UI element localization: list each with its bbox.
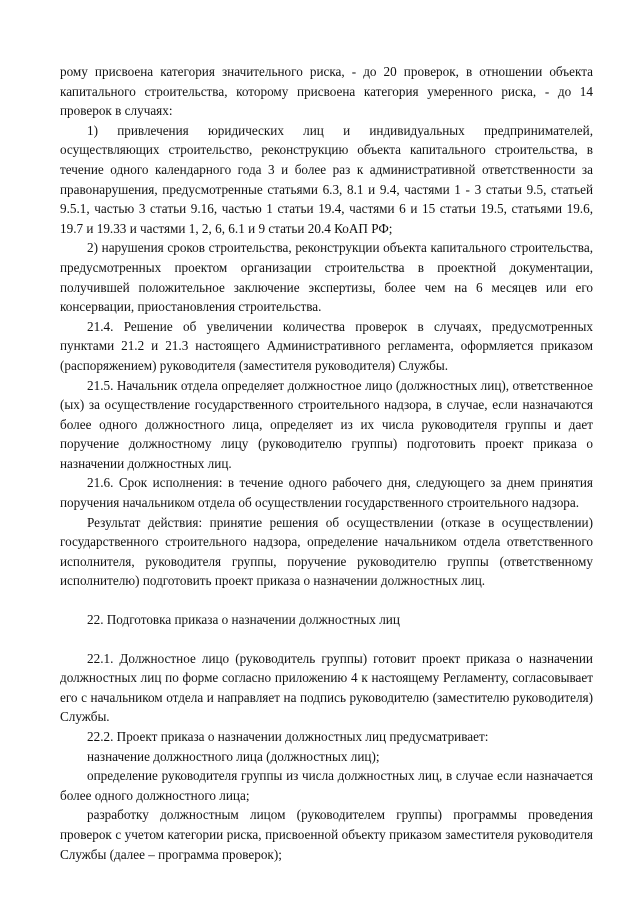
paragraph-item-2: 2) нарушения сроков строительства, реконструкции объекта капитального строительства, предусмотренных проектом организации строительства в проектной документации, получившей положительное заключение экспертизы, более чем на 6 месяцев или его консервации, приостановления строительства. [60,240,593,315]
paragraph-21-4: 21.4. Решение об увеличении количества проверок в случаях, предусмотренных пунктами 21.2 и 21.3 настоящего Административного регламента, оформляется приказом (распоряжением) руководителя (заместителя руководителя) Службы. [60,318,593,373]
document-page [60,62,593,864]
list-item-group-leader: определение руководителя группы из числа должностных лиц, в случае если назначается более одного должностного лица; [60,768,593,803]
paragraph-21-6: 21.6. Срок исполнения: в течение одного рабочего дня, следующего за днем принятия поручения начальником отдела об осуществлении государственного строительного надзора. [60,475,593,511]
paragraph-22-1: 22.1. Должностное лицо (руководитель группы) готовит проект приказа о назначении должностных лиц по форме согласно приложению 4 к настоящему Регламенту, согласовывает его с начальником отдела и направляет на подпись руководителю (заместителю руководителя) Службы. [60,650,593,725]
paragraph-continuation: рому присвоена категория значительного риска, - до 20 проверок, в отношении объекта капитального строительства, которому присвоена категория умеренного риска, - до 14 проверок в случаях: [60,64,593,119]
section-heading-22: 22. Подготовка приказа о назначении должностных лиц [87,612,400,628]
paragraph-item-1: 1) привлечения юридических лиц и индивидуальных предпринимателей, осуществляющих строительство, реконструкцию объекта капитального строительства, в течение одного календарного года 3 и более раз к административной ответственности за правонарушения, предусмотренные статьями 6.3, 8.1 и 9.4, частями 1 - 3 статьи 9.5, статьей 9.5.1, частью 3 статьи 9.16, частью 1 статьи 19.4, частями 6 и 15 статьи 19.5, статьями 19.6, 19.7 и 19.33 и частями 1, 2, 6, 6.1 и 9 статьи 20.4 КоАП РФ; [60,122,593,236]
paragraph-result: Результат действия: принятие решения об осуществлении (отказе в осуществлении) государственного строительного надзора, определение начальником отдела ответственного исполнителя, руководителя группы, поручение руководителю группы (ответственному исполнителю) подготовить проект приказа о назначении должностных лиц. [60,514,593,589]
paragraph-21-5: 21.5. Начальник отдела определяет должностное лицо (должностных лиц), ответственное (ых) за осуществление государственного строительного надзора, в случае, если назначаются более одного должностного лица, определяет из их числа руководителя группы и дает поручение должностному лицу (руководителю группы) подготовить проект приказа о назначении должностных лиц. [60,377,593,471]
paragraph-22-2: 22.2. Проект приказа о назначении должностных лиц предусматривает: [87,729,489,744]
list-item-program: разработку должностным лицом (руководителем группы) программы проведения проверок с учетом категории риска, присвоенной объекту приказом заместителя руководителя Службы (далее – программа проверок); [60,807,593,862]
list-item-appointment: назначение должностного лица (должностных лиц); [87,748,380,764]
